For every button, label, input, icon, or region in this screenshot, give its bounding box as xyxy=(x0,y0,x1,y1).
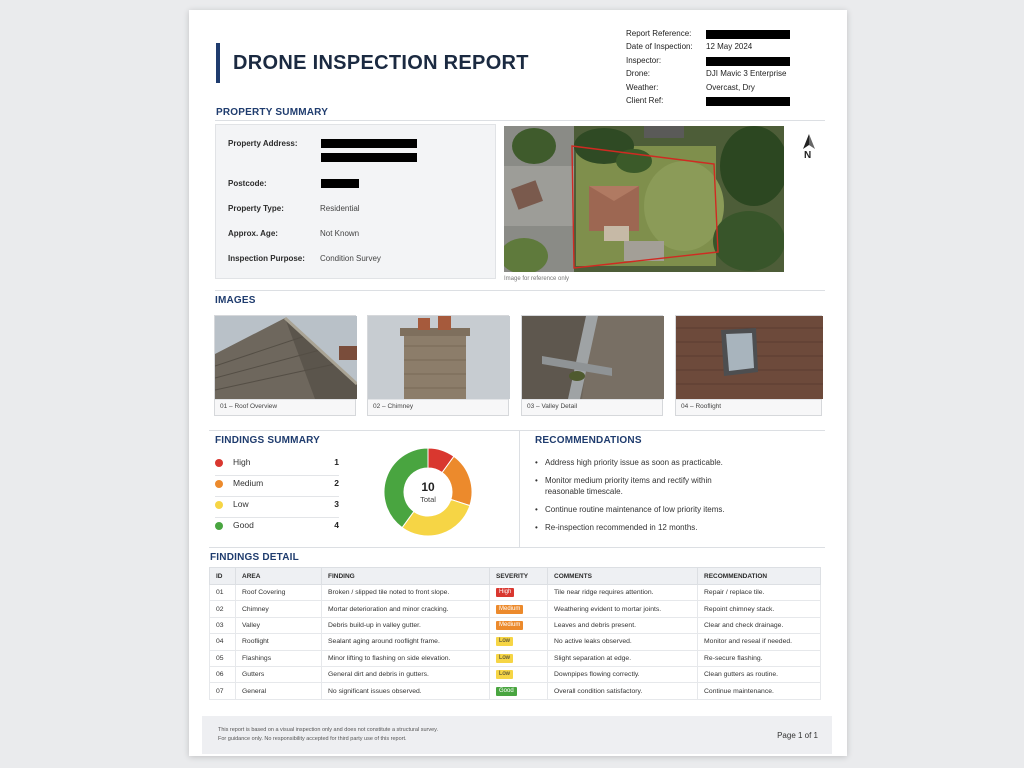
report-page xyxy=(189,10,847,756)
rooflight-photo xyxy=(676,316,823,399)
meta-label: Inspector: xyxy=(626,55,662,65)
table-row xyxy=(210,585,821,601)
cell-finding: No significant issues observed. xyxy=(322,683,490,699)
cell-recommendation: Repair / replace tile. xyxy=(698,585,821,601)
recommendations-heading: RECOMMENDATIONS xyxy=(535,435,642,446)
cell-finding: Mortar deterioration and minor cracking. xyxy=(322,601,490,617)
cell-finding: General dirt and debris in gutters. xyxy=(322,666,490,682)
cell-id: 03 xyxy=(210,617,236,633)
meta-row xyxy=(626,29,841,42)
image-caption: 01 – Roof Overview xyxy=(215,399,355,415)
cell-area: Flashings xyxy=(236,650,322,666)
cell-id: 04 xyxy=(210,634,236,650)
cell-severity xyxy=(490,666,548,682)
meta-label: Drone: xyxy=(626,69,651,79)
cell-recommendation: Clear and check drainage. xyxy=(698,617,821,633)
report-meta xyxy=(626,29,841,109)
findings-detail-table xyxy=(209,567,821,700)
donut-total-value: 10 xyxy=(421,480,435,494)
recommendation-item: • Re-inspection recommended in 12 months. xyxy=(535,522,775,533)
cell-severity xyxy=(490,601,548,617)
severity-count: 1 xyxy=(334,457,339,467)
meta-row xyxy=(626,96,841,109)
image-caption: 02 – Chimney xyxy=(368,399,508,415)
severity-label: High xyxy=(233,457,251,467)
cell-area: General xyxy=(236,683,322,699)
purpose-label: Inspection Purpose: xyxy=(228,254,305,263)
postcode-label: Postcode: xyxy=(228,179,267,188)
redaction-bar xyxy=(706,30,790,39)
summary-row-low xyxy=(215,497,339,518)
chimney-photo xyxy=(368,316,510,399)
column-header: FINDING xyxy=(322,568,490,585)
severity-label: Medium xyxy=(233,478,264,488)
report-title: DRONE INSPECTION REPORT xyxy=(233,52,529,74)
map-reference-note: Image for reference only xyxy=(504,276,570,282)
cell-severity xyxy=(490,585,548,601)
roof-photo xyxy=(215,316,357,399)
disclaimer-line: This report is based on a visual inspection only and does not constitute a structural survey. xyxy=(218,727,439,733)
cell-severity xyxy=(490,683,548,699)
severity-dot xyxy=(215,459,223,467)
cell-comments: Downpipes flowing correctly. xyxy=(548,666,698,682)
severity-badge: High xyxy=(496,588,514,597)
cell-recommendation: Re-secure flashing. xyxy=(698,650,821,666)
section-divider xyxy=(209,430,825,431)
cell-recommendation: Clean gutters as routine. xyxy=(698,666,821,682)
disclaimer-text xyxy=(218,726,438,744)
cell-area: Chimney xyxy=(236,601,322,617)
severity-badge: Medium xyxy=(496,605,523,614)
column-header: RECOMMENDATION xyxy=(698,568,821,585)
findings-detail-heading: FINDINGS DETAIL xyxy=(210,552,299,563)
severity-badge: Low xyxy=(496,670,513,679)
column-header: SEVERITY xyxy=(490,568,548,585)
image-caption: 04 – Rooflight xyxy=(676,399,821,415)
images-heading: IMAGES xyxy=(215,295,256,306)
cell-recommendation: Repoint chimney stack. xyxy=(698,601,821,617)
title-accent-bar xyxy=(216,43,220,83)
table-row xyxy=(210,666,821,682)
cell-finding: Sealant aging around rooflight frame. xyxy=(322,634,490,650)
cell-area: Rooflight xyxy=(236,634,322,650)
cell-comments: No active leaks observed. xyxy=(548,634,698,650)
aerial-map-image xyxy=(504,126,784,272)
severity-badge: Low xyxy=(496,637,513,646)
meta-label: Client Ref: xyxy=(626,95,664,105)
disclaimer-line: For guidance only. No responsibility accepted for third party use of this report. xyxy=(218,736,407,742)
findings-summary-heading: FINDINGS SUMMARY xyxy=(215,435,321,446)
severity-label: Low xyxy=(233,499,249,509)
redaction-bar xyxy=(321,153,417,162)
page-number: Page 1 of 1 xyxy=(777,731,818,740)
age-label: Approx. Age: xyxy=(228,229,278,238)
cell-severity xyxy=(490,634,548,650)
cell-comments: Slight separation at edge. xyxy=(548,650,698,666)
redaction-bar xyxy=(321,139,417,148)
report-footer xyxy=(202,716,832,754)
table-row xyxy=(210,601,821,617)
severity-dot xyxy=(215,522,223,530)
meta-row xyxy=(626,56,841,69)
recommendation-item: • Continue routine maintenance of low priority items. xyxy=(535,504,775,515)
cell-area: Gutters xyxy=(236,666,322,682)
cell-id: 05 xyxy=(210,650,236,666)
severity-label: Good xyxy=(233,520,254,530)
cell-recommendation: Continue maintenance. xyxy=(698,683,821,699)
table-row xyxy=(210,683,821,699)
section-divider xyxy=(215,290,825,291)
image-thumbnail-rooflight[interactable] xyxy=(675,315,822,416)
meta-row xyxy=(626,42,841,55)
redaction-bar xyxy=(706,97,790,106)
meta-row xyxy=(626,69,841,82)
summary-row-good xyxy=(215,518,339,539)
cell-comments: Weathering evident to mortar joints. xyxy=(548,601,698,617)
cell-finding: Debris build-up in valley gutter. xyxy=(322,617,490,633)
age-value: Not Known xyxy=(320,229,360,238)
north-label: N xyxy=(804,150,812,161)
severity-count: 2 xyxy=(334,478,339,488)
cell-id: 07 xyxy=(210,683,236,699)
type-label: Property Type: xyxy=(228,204,284,213)
severity-badge: Good xyxy=(496,687,517,696)
purpose-value: Condition Survey xyxy=(320,254,381,263)
table-row xyxy=(210,634,821,650)
redaction-bar xyxy=(321,179,359,188)
meta-label: Report Reference: xyxy=(626,29,692,38)
cell-comments: Overall condition satisfactory. xyxy=(548,683,698,699)
image-thumbnail-valley-detail[interactable] xyxy=(521,315,663,416)
redaction-bar xyxy=(706,57,790,66)
table-header-row xyxy=(210,568,821,585)
donut-slice-low xyxy=(402,499,470,536)
column-divider xyxy=(519,430,520,547)
cell-area: Valley xyxy=(236,617,322,633)
severity-badge: Medium xyxy=(496,621,523,630)
valley-photo xyxy=(522,316,664,399)
summary-row-high xyxy=(215,455,339,476)
severity-count: 4 xyxy=(334,520,339,530)
cell-severity xyxy=(490,650,548,666)
cell-finding: Broken / slipped tile noted to front slope. xyxy=(322,585,490,601)
table-row xyxy=(210,617,821,633)
section-divider xyxy=(209,547,825,548)
meta-label: Weather: xyxy=(626,82,659,92)
cell-id: 02 xyxy=(210,601,236,617)
column-header: AREA xyxy=(236,568,322,585)
cell-id: 01 xyxy=(210,585,236,601)
meta-label: Date of Inspection: xyxy=(626,42,693,52)
cell-area: Roof Covering xyxy=(236,585,322,601)
cell-finding: Minor lifting to flashing on side elevation. xyxy=(322,650,490,666)
summary-row-medium xyxy=(215,476,339,497)
recommendation-item: • Address high priority issue as soon as practicable. xyxy=(535,457,775,468)
severity-count: 3 xyxy=(334,499,339,509)
meta-value: DJI Mavic 3 Enterprise xyxy=(706,69,787,79)
recommendation-item: • Monitor medium priority items and rectify within reasonable timescale. xyxy=(535,475,745,497)
cell-severity xyxy=(490,617,548,633)
cell-comments: Tile near ridge requires attention. xyxy=(548,585,698,601)
type-value: Residential xyxy=(320,204,360,213)
cell-id: 06 xyxy=(210,666,236,682)
severity-badge: Low xyxy=(496,654,513,663)
image-thumbnail-chimney[interactable] xyxy=(367,315,509,416)
donut-total-label: Total xyxy=(420,495,436,504)
table-row xyxy=(210,650,821,666)
property-summary-heading: PROPERTY SUMMARY xyxy=(216,107,329,118)
image-thumbnail-roof-overview[interactable] xyxy=(214,315,356,416)
section-divider xyxy=(215,120,825,121)
meta-value: 12 May 2024 xyxy=(706,42,753,52)
cell-recommendation: Monitor and reseal if needed. xyxy=(698,634,821,650)
severity-dot xyxy=(215,501,223,509)
severity-dot xyxy=(215,480,223,488)
image-caption: 03 – Valley Detail xyxy=(522,399,662,415)
meta-value: Overcast, Dry xyxy=(706,82,755,92)
cell-comments: Leaves and debris present. xyxy=(548,617,698,633)
column-header: COMMENTS xyxy=(548,568,698,585)
column-header: ID xyxy=(210,568,236,585)
address-label: Property Address: xyxy=(228,139,298,148)
property-details-panel xyxy=(215,124,496,279)
meta-row xyxy=(626,83,841,96)
